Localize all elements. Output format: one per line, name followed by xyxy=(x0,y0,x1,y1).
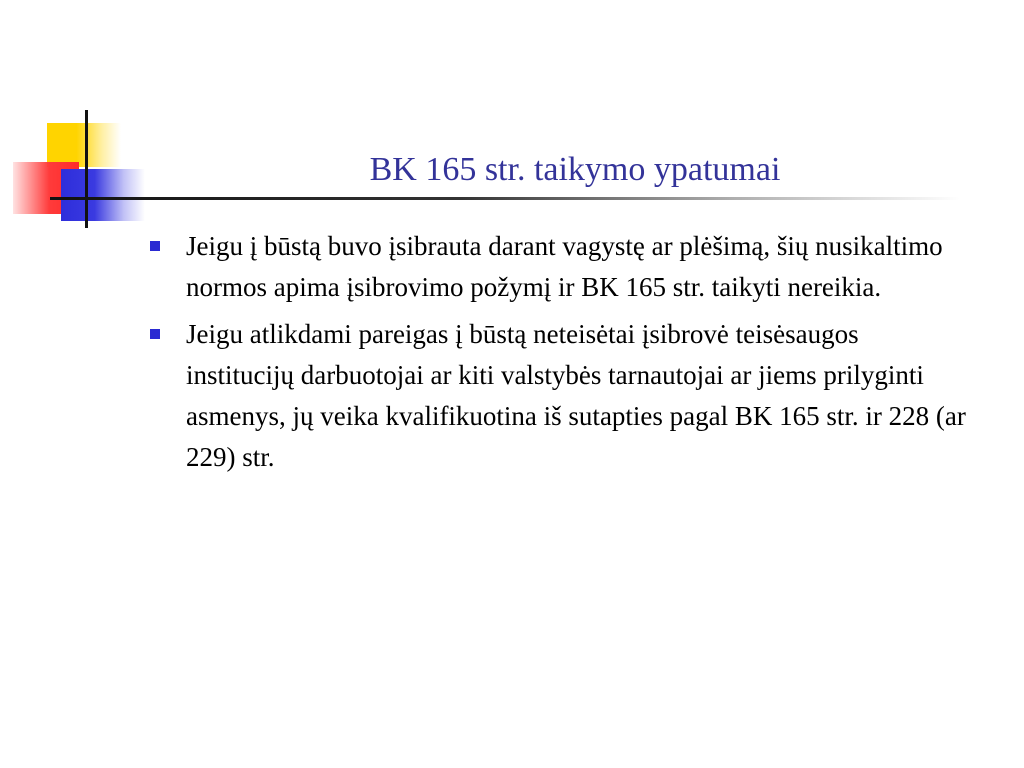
decorative-yellow-block xyxy=(47,123,121,167)
square-bullet-icon xyxy=(150,329,160,339)
bullet-text: Jeigu atlikdami pareigas į būstą neteisėtai įsibrovė teisėsaugos institucijų darbuotojai ar kiti valstybės tarnautojai ar jiems prilyginti asmenys, jų veika kvalifikuotina iš sutapties pagal BK 165 str. ir 228 (ar 229) str. xyxy=(186,319,966,472)
decorative-vertical-line xyxy=(85,110,88,228)
slide-title: BK 165 str. taikymo ypatumai xyxy=(369,151,781,188)
bullet-item xyxy=(148,226,968,308)
bullet-list xyxy=(148,226,968,484)
bullet-text: Jeigu į būstą buvo įsibrauta darant vagystę ar plėšimą, šių nusikaltimo normos apima įsibrovimo požymį ir BK 165 str. taikyti nereikia. xyxy=(186,231,943,302)
bullet-item xyxy=(148,314,968,478)
square-bullet-icon xyxy=(150,241,160,251)
decorative-blue-block xyxy=(61,169,145,221)
title-underline xyxy=(50,197,960,200)
